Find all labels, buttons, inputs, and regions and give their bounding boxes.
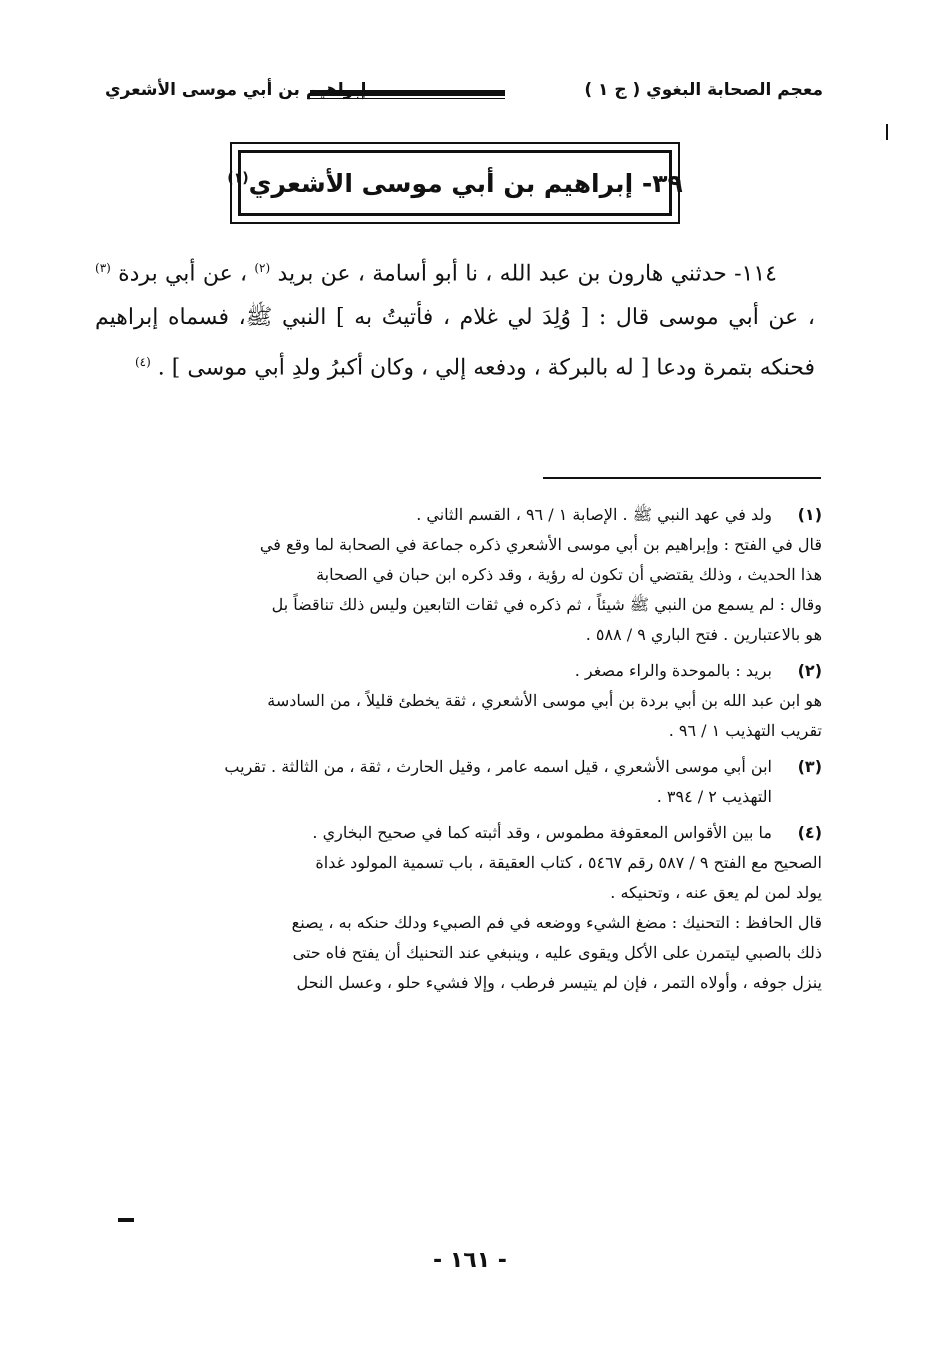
footnote-line: هو بالاعتبارين . فتح الباري ٩ / ٥٨٨ . xyxy=(585,625,822,644)
note-ref-3: (٣) xyxy=(95,261,111,275)
footnote-line: هو ابن عبد الله بن أبي بردة بن أبي موسى الأشعري ، ثقة يخطئ قليلاً ، من السادسة xyxy=(267,691,822,710)
footnote xyxy=(100,656,822,746)
footnote-line: تقريب التهذيب ١ / ٩٦ . xyxy=(668,721,822,740)
footnote-number: (١) xyxy=(797,505,822,524)
page-number: - ١٦١ - xyxy=(433,1248,507,1273)
entry-title-frame xyxy=(227,142,683,224)
footnote-separator xyxy=(543,477,821,479)
footnote xyxy=(100,500,822,650)
hadith-part-3: ، عن أبي موسى قال : [ وُلِدَ لي غلام ، فأتيتُ به ] النبي ﷺ، فسماه إبراهيم فحنكه بتمرة ودعا [ له بالبركة ، ودفعه إلي ، وكان أكبرُ ولدِ أبي موسى ] . xyxy=(95,305,816,381)
footnote xyxy=(100,818,822,998)
footnote-text: ابن أبي موسى الأشعري ، قيل اسمه عامر ، وقيل الحارث ، ثقة ، من الثالثة . تقريب xyxy=(224,757,772,776)
footnote-text: ولد في عهد النبي ﷺ . الإصابة ١ / ٩٦ ، القسم الثاني . xyxy=(416,505,772,524)
footnote-line: ذلك بالصبي ليتمرن على الأكل ويقوى عليه ، وينبغي عند التحنيك أن يفتح فاه حتى xyxy=(292,943,822,962)
footnote-text: بريد : بالموحدة والراء مصغر . xyxy=(574,661,772,680)
footnote-line: قال في الفتح : وإبراهيم بن أبي موسى الأشعري ذكره جماعة في الصحابة لما وقع في xyxy=(259,535,822,554)
note-ref-2: (٢) xyxy=(254,261,271,275)
header-book-title: معجم الصحابة البغوي ( ج ١ ) xyxy=(584,80,823,100)
footnote-number: (٤) xyxy=(797,823,822,842)
footnote-number: (٣) xyxy=(797,757,822,776)
hadith-part-2: ، عن أبي بردة xyxy=(110,261,255,287)
footnote-line: التهذيب ٢ / ٣٩٤ . xyxy=(656,787,772,806)
hadith-paragraph xyxy=(95,246,815,391)
footnote-line: الصحيح مع الفتح ٩ / ٥٨٧ رقم ٥٤٦٧ ، كتاب العقيقة ، باب تسمية المولود غداة xyxy=(315,853,822,872)
running-header xyxy=(105,80,823,120)
note-ref-4: (٤) xyxy=(134,355,151,370)
footnote-number: (٢) xyxy=(797,661,822,680)
hadith-text xyxy=(95,246,815,391)
footnote-line: ينزل جوفه ، وأولاه التمر ، فإن لم يتيسر فرطب ، وإلا فشيء حلو ، وعسل النحل xyxy=(296,973,822,992)
margin-mark xyxy=(886,124,888,140)
entry-title-inner-frame xyxy=(227,150,683,216)
continuation-mark xyxy=(118,1218,134,1220)
footnote-line: وقال : لم يسمع من النبي ﷺ شيئاً ، ثم ذكره في ثقات التابعين وليس ذلك تناقضاً بل xyxy=(271,595,822,614)
footnotes xyxy=(100,500,822,1004)
footnote-line: يولد لمن لم يعق عنه ، وتحنيكه . xyxy=(610,883,822,902)
footnote-line: قال الحافظ : التحنيك : مضغ الشيء ووضعه في فم الصبيء ودلك حنكه به ، يصنع xyxy=(291,913,822,932)
footnote-line: هذا الحديث ، وذلك يقتضي أن تكون له رؤية ، وقد ذكره ابن حبان في الصحابة xyxy=(316,565,822,584)
hadith-part-1: ١١٤- حدثني هارون بن عبد الله ، نا أبو أسامة ، عن بريد xyxy=(270,261,777,287)
entry-title-text: ٣٩- إبراهيم بن أبي موسى الأشعري xyxy=(248,168,683,198)
footnote xyxy=(100,752,822,812)
header-entry-name: إبراهيم بن أبي موسى الأشعري xyxy=(105,80,367,100)
entry-title xyxy=(227,169,683,198)
footnote-text: ما بين الأقواس المعقوفة مطموس ، وقد أثبته كما في صحيح البخاري . xyxy=(312,823,772,842)
entry-title-note-ref: (١) xyxy=(227,170,249,187)
